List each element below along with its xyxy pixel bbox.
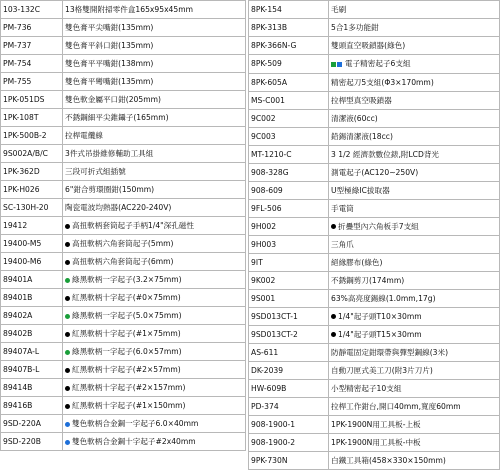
part-code: DK-2039 bbox=[249, 361, 329, 379]
part-code: 19400-M6 bbox=[1, 253, 63, 271]
part-code: 89407A-L bbox=[1, 343, 63, 361]
part-description bbox=[63, 325, 246, 343]
part-description bbox=[63, 307, 246, 325]
table-row bbox=[249, 127, 500, 145]
part-description-text: 毛刷 bbox=[331, 5, 347, 14]
part-description-text: 綠黑軟柄一字起子(3.2×75mm) bbox=[72, 275, 182, 284]
table-row bbox=[1, 91, 246, 109]
part-description-text: 雙色膏平平嘴鉗(138mm) bbox=[65, 59, 154, 68]
part-code: 8PK-366N-G bbox=[249, 37, 329, 55]
table-row bbox=[249, 307, 500, 325]
table-row bbox=[249, 91, 500, 109]
part-description-text: 高扭軟柄套筒起子手柄1/4"深孔磁性 bbox=[72, 221, 195, 230]
part-description bbox=[63, 181, 246, 199]
table-row bbox=[249, 199, 500, 217]
green-dot-icon bbox=[65, 314, 70, 319]
part-code: 89402B bbox=[1, 325, 63, 343]
part-description bbox=[63, 37, 246, 55]
part-code: 908-609 bbox=[249, 181, 329, 199]
part-code: 1PK-362D bbox=[1, 163, 63, 181]
black-dot-icon bbox=[65, 242, 70, 247]
table-row bbox=[249, 109, 500, 127]
table-row bbox=[1, 289, 246, 307]
part-code: 9C003 bbox=[249, 127, 329, 145]
part-description-text: 陶瓷電波均熱器(AC220-240V) bbox=[65, 203, 172, 212]
table-row bbox=[1, 397, 246, 415]
part-description-text: 雙色軟金屬平口鉗(205mm) bbox=[65, 95, 161, 104]
part-description-text: 白鐵工具箱(458×330×150mm) bbox=[331, 455, 446, 465]
part-description bbox=[63, 199, 246, 217]
green-dot-icon bbox=[65, 278, 70, 283]
part-description bbox=[63, 109, 246, 127]
part-code: 908-328G bbox=[249, 163, 329, 181]
part-code: 8PK-154 bbox=[249, 1, 329, 19]
part-code: 89414B bbox=[1, 379, 63, 397]
part-description-text: 不銹鋼剪刀(174mm) bbox=[331, 275, 405, 285]
part-description bbox=[329, 397, 500, 415]
table-row bbox=[249, 325, 500, 343]
table-row bbox=[249, 19, 500, 37]
table-row bbox=[1, 415, 246, 433]
table-row bbox=[1, 37, 246, 55]
part-description-text: 雙色軟柄合金鋼一字起子6.0×40mm bbox=[72, 419, 199, 428]
part-code: MS-C001 bbox=[249, 91, 329, 109]
part-code: HW-609B bbox=[249, 379, 329, 397]
part-description-text: 紅黑軟柄十字起子(#1×75mm) bbox=[72, 329, 181, 338]
part-description-text: 雙色膏平彎嘴鉗(135mm) bbox=[65, 77, 154, 86]
part-code: 1PK-H026 bbox=[1, 181, 63, 199]
table-row bbox=[1, 1, 246, 19]
table-row bbox=[249, 1, 500, 19]
part-code: 8PK-313B bbox=[249, 19, 329, 37]
part-description-text: 5合1多功能鉗 bbox=[331, 23, 379, 32]
right-parts-table bbox=[248, 0, 500, 470]
table-row bbox=[1, 325, 246, 343]
part-description-text: U型極綠IC拔取器 bbox=[331, 185, 390, 195]
part-description bbox=[329, 19, 500, 37]
table-row bbox=[249, 415, 500, 433]
part-description bbox=[63, 127, 246, 145]
part-description bbox=[329, 91, 500, 109]
part-description-text: 精密起刀5支組(Φ3×170mm) bbox=[331, 77, 434, 87]
part-code: PM-737 bbox=[1, 37, 63, 55]
table-row bbox=[1, 361, 246, 379]
part-code: 89416B bbox=[1, 397, 63, 415]
part-description-text: 1PK-1900N用工具板-中板 bbox=[331, 437, 421, 447]
black-dot-icon bbox=[65, 404, 70, 409]
table-row bbox=[1, 271, 246, 289]
part-description-text: 拉桿型真空吸鎖器 bbox=[331, 95, 392, 105]
green-dot-icon bbox=[65, 350, 70, 355]
part-description bbox=[63, 289, 246, 307]
part-description bbox=[329, 235, 500, 253]
table-row bbox=[249, 271, 500, 289]
table-row bbox=[1, 145, 246, 163]
black-dot-icon bbox=[65, 224, 70, 229]
part-code: 9FL-506 bbox=[249, 199, 329, 217]
part-description bbox=[63, 73, 246, 91]
part-code: 9PK-730N bbox=[249, 451, 329, 469]
part-description-text: 綠黑軟柄一字起子(5.0×75mm) bbox=[72, 311, 182, 320]
part-description-text: 防靜電固定鉗環帶與彈型鋼線(3米) bbox=[331, 347, 449, 357]
table-row bbox=[1, 127, 246, 145]
part-description-text: 小型精密起子10支組 bbox=[331, 383, 402, 393]
part-description-text: 三段可折式組插號 bbox=[65, 167, 126, 176]
part-description-text: 拉桿工作鉗台,開口40mm,寬度60mm bbox=[331, 401, 461, 411]
part-description bbox=[329, 343, 500, 361]
part-code: 1PK-108T bbox=[1, 109, 63, 127]
table-row bbox=[249, 361, 500, 379]
part-description-text: 雙色軟柄合金鋼十字起子#2x40mm bbox=[72, 437, 196, 446]
part-description bbox=[329, 307, 500, 325]
table-row bbox=[249, 343, 500, 361]
table-row bbox=[1, 163, 246, 181]
part-description bbox=[329, 73, 500, 91]
part-description bbox=[63, 343, 246, 361]
part-description bbox=[329, 181, 500, 199]
table-row bbox=[249, 217, 500, 235]
table-row bbox=[249, 289, 500, 307]
part-description bbox=[329, 163, 500, 181]
table-row bbox=[1, 109, 246, 127]
part-code: 908-1900-2 bbox=[249, 433, 329, 451]
table-row bbox=[1, 55, 246, 73]
status-icon bbox=[331, 56, 343, 73]
table-row bbox=[1, 19, 246, 37]
part-description bbox=[329, 109, 500, 127]
part-description-text: 測電起子(AC120~250V) bbox=[331, 167, 419, 177]
part-description-text: 清潔液(60cc) bbox=[331, 113, 378, 123]
part-description-text: 三角爪 bbox=[331, 239, 354, 249]
part-description bbox=[63, 163, 246, 181]
part-description bbox=[63, 415, 246, 433]
table-row bbox=[249, 145, 500, 163]
part-description bbox=[63, 361, 246, 379]
part-code: 19400-M5 bbox=[1, 235, 63, 253]
part-description bbox=[63, 1, 246, 19]
black-dot-icon bbox=[65, 296, 70, 301]
part-description-text: 3件式吊掛維修輔助工具組 bbox=[65, 149, 154, 158]
part-description bbox=[63, 271, 246, 289]
table-row bbox=[249, 37, 500, 55]
part-code: 89407B-L bbox=[1, 361, 63, 379]
part-description bbox=[329, 361, 500, 379]
part-description-text: 綠黑軟柄一字起子(6.0×57mm) bbox=[72, 347, 182, 356]
part-description bbox=[329, 289, 500, 307]
black-dot-icon bbox=[65, 260, 70, 265]
part-code: 103-132C bbox=[1, 1, 63, 19]
part-description-text: 雙色膏平斜口鉗(135mm) bbox=[65, 41, 154, 50]
part-description bbox=[63, 55, 246, 73]
part-description-text: 折疊型內六角板手7支組 bbox=[338, 221, 419, 231]
part-description bbox=[63, 235, 246, 253]
part-description bbox=[329, 379, 500, 397]
part-code: 9H002 bbox=[249, 217, 329, 235]
table-row bbox=[1, 235, 246, 253]
part-description bbox=[329, 451, 500, 469]
black-dot-icon bbox=[331, 224, 336, 229]
part-description-text: 自動刀匣式美工刀(附3片刀片) bbox=[331, 365, 433, 375]
table-row bbox=[249, 73, 500, 91]
part-code: 9S001 bbox=[249, 289, 329, 307]
part-code: AS-611 bbox=[249, 343, 329, 361]
part-description bbox=[329, 37, 500, 55]
part-code: 8PK-509 bbox=[249, 55, 329, 74]
part-code: 908-1900-1 bbox=[249, 415, 329, 433]
left-parts-table bbox=[0, 0, 246, 451]
table-row bbox=[1, 307, 246, 325]
part-description bbox=[63, 145, 246, 163]
part-description bbox=[63, 253, 246, 271]
table-row bbox=[1, 217, 246, 235]
part-code: 9K002 bbox=[249, 271, 329, 289]
table-row bbox=[1, 343, 246, 361]
part-description bbox=[329, 325, 500, 343]
part-description-text: 鉛錫清潔液(18cc) bbox=[331, 131, 393, 141]
part-description-text: 拉桿電纜線 bbox=[65, 131, 103, 140]
part-description-text: 高扭軟柄六角套筒起子(6mm) bbox=[72, 257, 174, 266]
part-code: 9SD-220B bbox=[1, 433, 63, 451]
part-description-text: 手電筒 bbox=[331, 203, 354, 213]
part-code: 9SD-220A bbox=[1, 415, 63, 433]
part-code: PD-374 bbox=[249, 397, 329, 415]
part-description-text: 不銹鋼細平尖錐鑷子(165mm) bbox=[65, 113, 169, 122]
part-description bbox=[329, 55, 500, 74]
part-description bbox=[63, 217, 246, 235]
table-row bbox=[249, 55, 500, 74]
black-dot-icon bbox=[65, 386, 70, 391]
table-row bbox=[249, 163, 500, 181]
part-code: 19412 bbox=[1, 217, 63, 235]
part-description bbox=[329, 433, 500, 451]
part-description-text: 雙色膏平尖嘴鉗(135mm) bbox=[65, 23, 154, 32]
part-code: 9SD013CT-1 bbox=[249, 307, 329, 325]
black-dot-icon bbox=[331, 332, 336, 337]
part-code: MT-1210-C bbox=[249, 145, 329, 163]
part-description bbox=[329, 271, 500, 289]
blue-dot-icon bbox=[65, 440, 70, 445]
part-description-text: 3 1/2 經濟款數位錶,附LCD背光 bbox=[331, 149, 440, 159]
part-description bbox=[329, 253, 500, 271]
part-description-text: 1/4"起子頭T10×30mm bbox=[338, 311, 422, 321]
part-code: PM-736 bbox=[1, 19, 63, 37]
part-description bbox=[329, 1, 500, 19]
part-description-text: 高扭軟柄六角套筒起子(5mm) bbox=[72, 239, 174, 248]
part-description-text: 絕緣膠布(綠色) bbox=[331, 257, 383, 267]
table-row bbox=[1, 379, 246, 397]
part-description bbox=[63, 433, 246, 451]
part-description-text: 紅黑軟柄十字起子(#2×157mm) bbox=[72, 383, 186, 392]
table-row bbox=[249, 235, 500, 253]
table-row bbox=[249, 379, 500, 397]
black-dot-icon bbox=[65, 368, 70, 373]
part-code: 89402A bbox=[1, 307, 63, 325]
table-row bbox=[249, 397, 500, 415]
part-code: 9SD013CT-2 bbox=[249, 325, 329, 343]
part-code: PM-755 bbox=[1, 73, 63, 91]
table-row bbox=[1, 199, 246, 217]
table-row bbox=[249, 253, 500, 271]
part-description-text: 6"鉗合剪環圈鉗(150mm) bbox=[65, 185, 155, 194]
part-description bbox=[63, 397, 246, 415]
part-code: 9H003 bbox=[249, 235, 329, 253]
part-description-text: 63%高亮度錫線(1.0mm,17g) bbox=[331, 293, 436, 303]
table-row bbox=[249, 181, 500, 199]
table-row bbox=[1, 181, 246, 199]
part-code: 1PK-500B-2 bbox=[1, 127, 63, 145]
part-code: 9IT bbox=[249, 253, 329, 271]
part-description bbox=[63, 91, 246, 109]
table-row bbox=[249, 433, 500, 451]
black-dot-icon bbox=[65, 332, 70, 337]
table-row bbox=[1, 433, 246, 451]
part-code: 89401A bbox=[1, 271, 63, 289]
part-description bbox=[329, 199, 500, 217]
part-code: 8PK-605A bbox=[249, 73, 329, 91]
part-description bbox=[329, 217, 500, 235]
part-code: PM-754 bbox=[1, 55, 63, 73]
part-description-text: 紅黑軟柄十字起子(#2×57mm) bbox=[72, 365, 181, 374]
part-description-text: 1PK-1900N用工具板-上板 bbox=[331, 419, 421, 429]
part-description-text: 雙頭直空吸鎖器(綠色) bbox=[331, 41, 406, 50]
part-code: 1PK-051DS bbox=[1, 91, 63, 109]
part-code: 9S002A/B/C bbox=[1, 145, 63, 163]
part-description bbox=[329, 127, 500, 145]
blue-dot-icon bbox=[65, 422, 70, 427]
part-description bbox=[63, 379, 246, 397]
part-code: SC-130H-20 bbox=[1, 199, 63, 217]
table-row bbox=[1, 253, 246, 271]
part-code: 89401B bbox=[1, 289, 63, 307]
part-description-text: 1/4"起子頭T15×30mm bbox=[338, 329, 422, 339]
part-description-text: 13格雙開附掃零件盒165x95x45mm bbox=[65, 5, 194, 14]
part-description bbox=[329, 415, 500, 433]
table-row bbox=[249, 451, 500, 469]
part-description-text: 電子精密起子6支組 bbox=[345, 59, 411, 68]
table-row bbox=[1, 73, 246, 91]
black-dot-icon bbox=[331, 314, 336, 319]
part-code: 9C002 bbox=[249, 109, 329, 127]
part-description bbox=[63, 19, 246, 37]
part-description-text: 紅黑軟柄十字起子(#0×75mm) bbox=[72, 293, 181, 302]
part-description-text: 紅黑軟柄十字起子(#1×150mm) bbox=[72, 401, 186, 410]
part-description bbox=[329, 145, 500, 163]
